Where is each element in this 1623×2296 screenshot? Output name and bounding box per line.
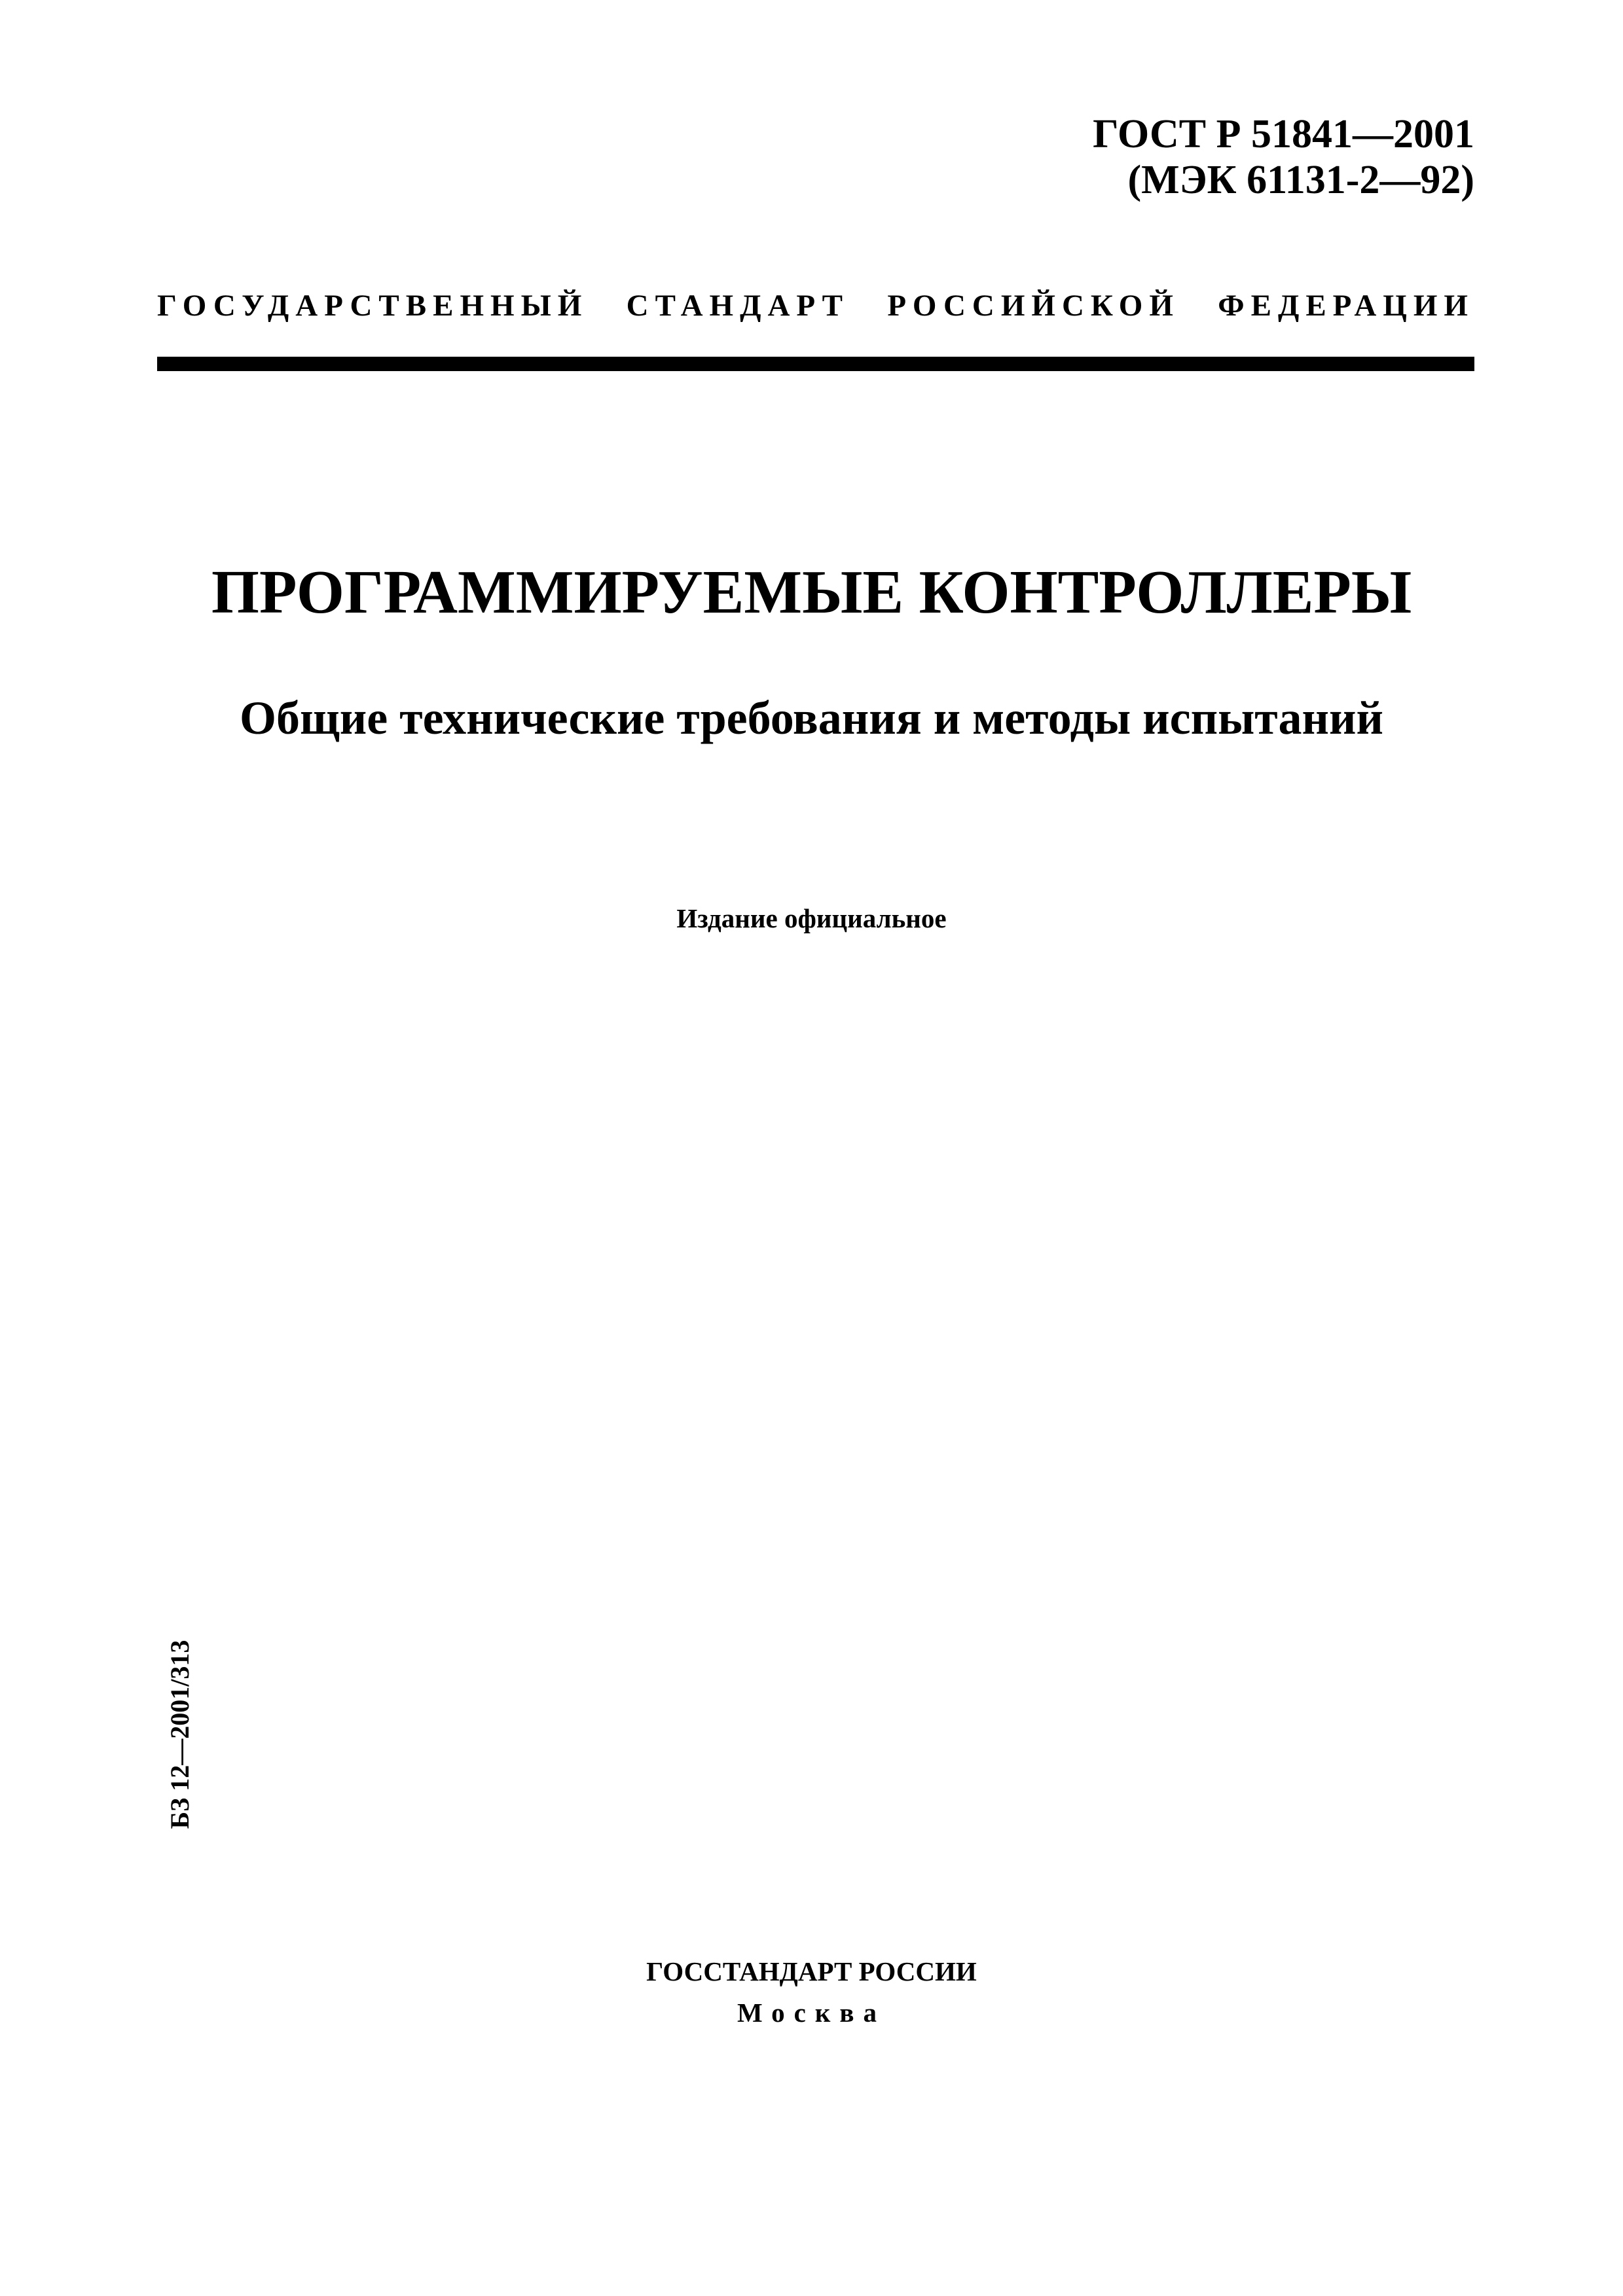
- publisher: ГОССТАНДАРТ РОССИИ: [646, 1956, 977, 1986]
- publication-city: Москва: [737, 1998, 886, 2028]
- document-title: ПРОГРАММИРУЕМЫЕ КОНТРОЛЛЕРЫ: [211, 558, 1412, 626]
- iec-number: (МЭК 61131-2—92): [1127, 158, 1474, 202]
- state-standard-heading: ГОСУДАРСТВЕННЫЙ СТАНДАРТ РОССИЙСКОЙ ФЕДЕРАЦИИ: [157, 289, 1474, 323]
- heading-rule: [157, 357, 1474, 371]
- edition-note: Издание официальное: [676, 903, 947, 933]
- document-subtitle: Общие технические требования и методы испытаний: [239, 692, 1384, 744]
- standard-number: ГОСТ Р 51841—2001: [1093, 112, 1474, 156]
- side-code: БЗ 12—2001/313: [165, 1640, 194, 1829]
- standard-designation: [1093, 111, 1474, 203]
